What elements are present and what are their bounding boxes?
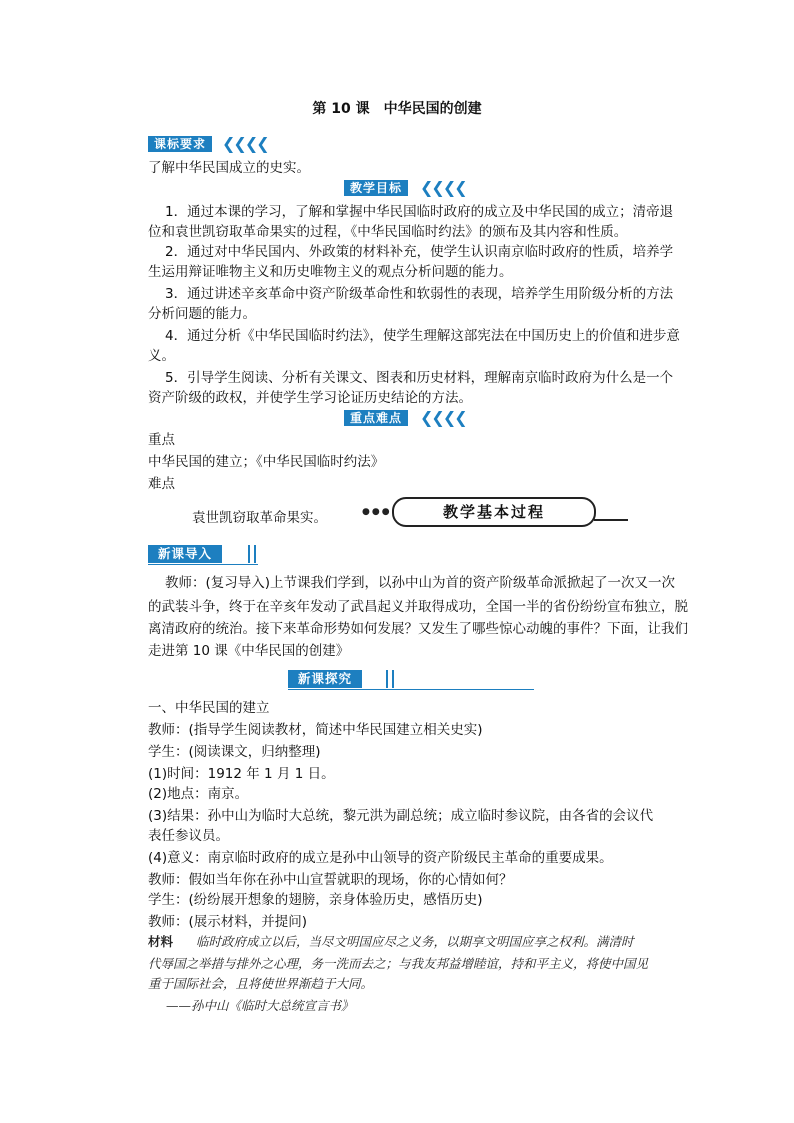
explore-line: 教师：假如当年你在孙中山宣誓就职的现场，你的心情如何？ [148,872,513,888]
chevrons-icon: ❮❮❮❮ [420,408,466,427]
explore-line: (2)地点：南京。 [148,786,249,802]
intro-line: 的武装斗争，终于在辛亥年发动了武昌起义并取得成功，全国一半的省份纷纷宣布独立，脱 [148,599,688,615]
section-title: 新课导入 [148,545,222,563]
section-banner [358,497,628,525]
zhongdian-label: 重点 [148,432,175,448]
section-header-intro [148,545,258,563]
divider [254,545,256,563]
banner-rule [594,519,628,521]
material-line: 重于国际社会，且将使世界渐趋于大同。 [148,976,374,991]
intro-line: 教师：(复习导入)上节课我们学到，以孙中山为首的资产阶级革命派掀起了一次又一次 [165,575,676,591]
chevrons-icon: ❮❮❮❮ [420,178,466,197]
goal-line: 位和袁世凯窃取革命果实的过程，《中华民国临时约法》的颁布及其内容和性质。 [148,224,628,240]
chevrons-icon: ❮❮❮❮ [222,134,268,153]
section-title: 新课探究 [288,670,362,688]
intro-line: 走进第 10 课《中华民国的创建》 [148,643,350,659]
explore-line: 学生：(阅读课文，归纳整理) [148,744,321,760]
material-line: 临时政府成立以后，当尽文明国应尽之义务，以期享文明国应享之权利。满清时 [196,934,634,949]
explore-line: 一、中华民国的建立 [148,700,270,716]
explore-line: (3)结果：孙中山为临时大总统，黎元洪为副总统；成立临时参议院，由各省的会议代 [148,808,654,824]
material-line: 代辱国之举措与排外之心理，务一洗而去之；与我友邦益增睦谊，持和平主义，将使中国见 [148,956,649,971]
kebiao-text: 了解中华民国成立的史实。 [148,160,310,176]
zhongdian-text: 中华民国的建立；《中华民国临时约法》 [148,454,385,470]
explore-line: 学生：(纷纷展开想象的翅膀，亲身体验历史，感悟历史) [148,892,483,908]
goal-line: 义。 [148,348,175,364]
divider [148,564,258,565]
goal-line: 5．引导学生阅读、分析有关课文、图表和历史材料，理解南京临时政府为什么是一个 [165,370,674,386]
banner-title: 教学基本过程 [392,497,596,527]
explore-line: (1)时间：1912 年 1 月 1 日。 [148,766,335,782]
goal-line: 2．通过对中华民国内、外政策的材料补充，使学生认识南京临时政府的性质，培养学 [165,244,674,260]
divider [248,545,250,563]
goal-line: 3．通过讲述辛亥革命中资产阶级革命性和软弱性的表现，培养学生用阶级分析的方法 [165,286,674,302]
badge-zhongdian: 重点难点 [344,410,408,426]
goal-line: 4．通过分析《中华民国临时约法》，使学生理解这部宪法在中国历史上的价值和进步意 [165,328,680,344]
goal-line: 1．通过本课的学习，了解和掌握中华民国临时政府的成立及中华民国的成立；清帝退 [165,204,674,220]
intro-line: 离清政府的统治。接下来革命形势如何发展？又发生了哪些惊心动魄的事件？下面，让我们 [148,621,688,637]
divider [386,670,388,688]
badge-kebiao: 课标要求 [148,136,212,152]
nandian-label: 难点 [148,476,175,492]
explore-line: (4)意义：南京临时政府的成立是孙中山领导的资产阶级民主革命的重要成果。 [148,850,613,866]
goal-line: 分析问题的能力。 [148,306,256,322]
page-title: 第 10 课 中华民国的创建 [312,101,482,117]
goal-line: 资产阶级的政权，并使学生学习论证历史结论的方法。 [148,390,472,406]
dots-icon: ●●● [362,507,392,517]
nandian-text: 袁世凯窃取革命果实。 [192,510,327,526]
material-label: 材料 [148,934,174,949]
goal-line: 生运用辩证唯物主义和历史唯物主义的观点分析问题的能力。 [148,264,513,280]
material-source: ——孙中山《临时大总统宣言书》 [166,998,354,1013]
badge-jiaoxue: 教学目标 [344,180,408,196]
explore-line: 表任参议员。 [148,828,229,844]
divider [288,689,534,690]
divider [392,670,394,688]
explore-line: 教师：(指导学生阅读教材，简述中华民国建立相关史实) [148,722,483,738]
explore-line: 教师：(展示材料，并提问) [148,914,308,930]
section-header-explore [288,670,534,688]
